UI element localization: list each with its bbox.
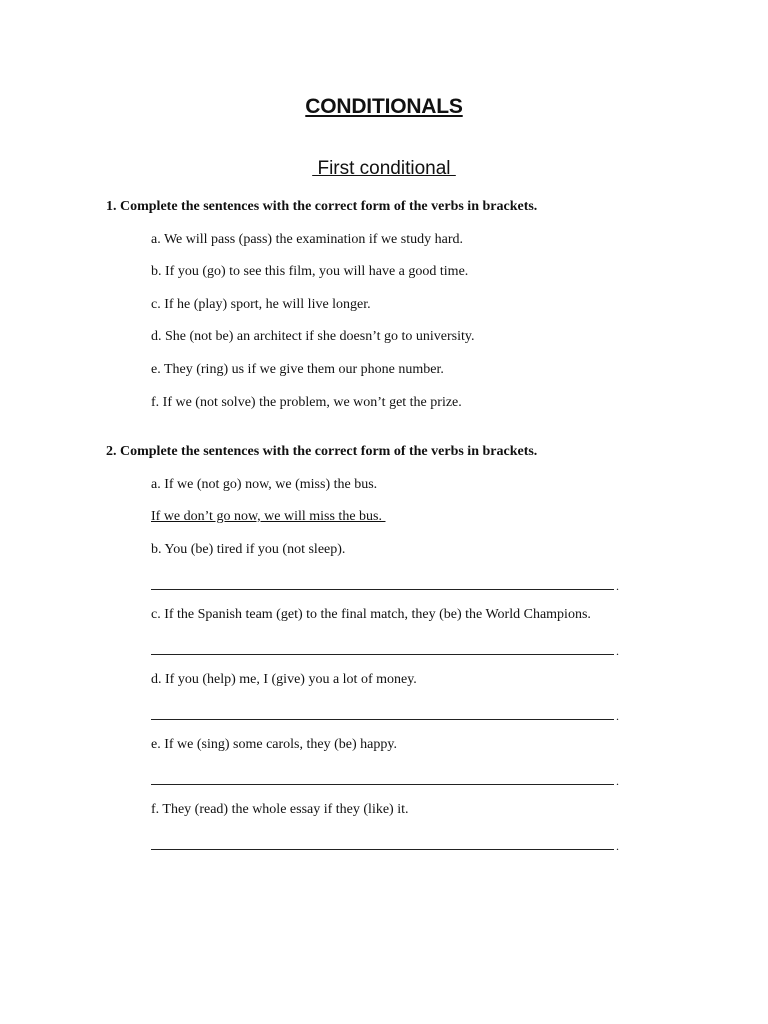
answer-line-b[interactable] <box>151 575 619 593</box>
section2-item-c: c. If the Spanish team (get) to the final match, they (be) the World Champions. <box>151 607 591 622</box>
section1-item-a: a. We will pass (pass) the examination if we study hard. <box>151 232 463 247</box>
section2-item-f: f. They (read) the whole essay if they (like) it. <box>151 802 409 817</box>
section1-item-c: c. If he (play) sport, he will live longer. <box>151 297 371 312</box>
answer-line-terminator: . <box>616 644 619 658</box>
section2-item-b: b. You (be) tired if you (not sleep). <box>151 542 346 557</box>
section1-item-f: f. If we (not solve) the problem, we won’t get the prize. <box>151 395 462 410</box>
section1-instruction: 1. Complete the sentences with the correct form of the verbs in brackets. <box>106 199 538 214</box>
section1-item-d: d. She (not be) an architect if she doesn’t go to university. <box>151 329 475 344</box>
answer-line-terminator: . <box>616 774 619 788</box>
page-title: CONDITIONALS <box>305 95 463 118</box>
answer-line-f[interactable] <box>151 835 619 853</box>
answer-line-c[interactable] <box>151 640 619 658</box>
answer-line-d[interactable] <box>151 705 619 723</box>
section1-item-e: e. They (ring) us if we give them our phone number. <box>151 362 444 377</box>
section2-item-e: e. If we (sing) some carols, they (be) happy. <box>151 737 397 752</box>
answer-line-e[interactable] <box>151 770 619 788</box>
section2-example: a. If we (not go) now, we (miss) the bus. <box>151 477 378 492</box>
answer-line-terminator: . <box>616 709 619 723</box>
section1-item-b: b. If you (go) to see this film, you will have a good time. <box>151 264 469 279</box>
answer-line-terminator: . <box>616 579 619 593</box>
answer-line-terminator: . <box>616 839 619 853</box>
example-answer-text: If we don’t go now, we will miss the bus. <box>151 509 386 524</box>
section2-item-d: d. If you (help) me, I (give) you a lot of money. <box>151 672 417 687</box>
section2-example-answer <box>151 509 385 525</box>
page-subtitle: First conditional <box>312 158 456 179</box>
section2-instruction: 2. Complete the sentences with the correct form of the verbs in brackets. <box>106 444 538 459</box>
